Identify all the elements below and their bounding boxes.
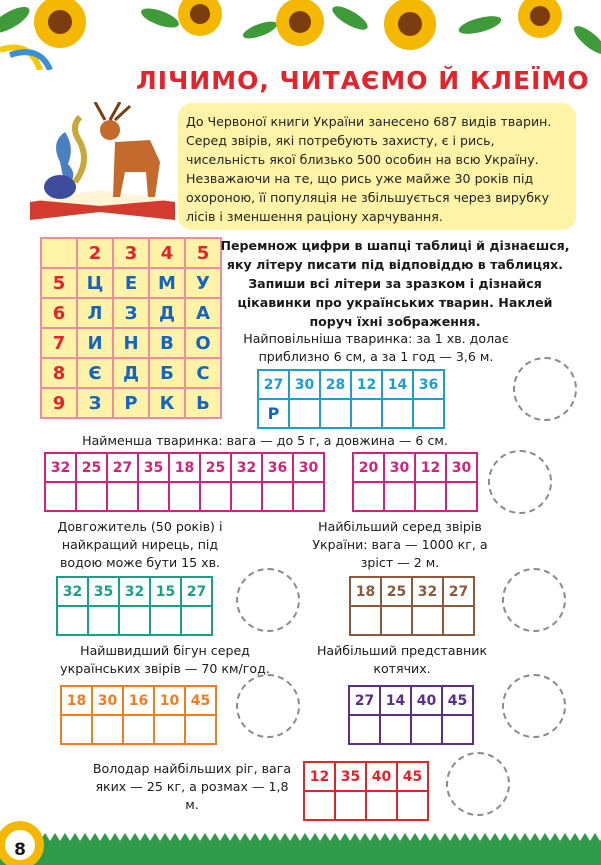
answer-letter-cell[interactable] [231, 482, 262, 511]
answer-number-cell: 35 [335, 762, 366, 791]
answer-letter-row [57, 606, 212, 635]
answer-letter-cell[interactable] [76, 482, 107, 511]
cipher-row [41, 328, 221, 358]
answer-table-smallest-2 [352, 452, 478, 512]
answer-number-cell: 12 [415, 453, 446, 482]
answer-letter-cell[interactable] [57, 606, 88, 635]
cipher-letter: М [149, 268, 185, 298]
sticker-circle[interactable] [446, 752, 510, 816]
answer-letter-cell[interactable] [415, 482, 446, 511]
answer-number-cell: 27 [258, 370, 289, 399]
answer-number-cell: 14 [380, 686, 411, 715]
answer-number-cell: 14 [382, 370, 413, 399]
answer-number-cell: 27 [349, 686, 380, 715]
cipher-header-cell: 2 [77, 238, 113, 268]
answer-letter-cell[interactable] [107, 482, 138, 511]
answer-letter-cell[interactable] [123, 715, 154, 744]
sticker-circle[interactable] [513, 357, 577, 421]
answer-letter-cell[interactable] [200, 482, 231, 511]
cipher-letter: Е [113, 268, 149, 298]
answer-number-cell: 25 [381, 577, 412, 606]
sticker-circle[interactable] [236, 568, 300, 632]
answer-letter-row [349, 715, 473, 744]
cipher-letter: Ь [185, 388, 221, 418]
answer-letter-cell[interactable] [150, 606, 181, 635]
cipher-row [41, 358, 221, 388]
cipher-letter: А [185, 298, 221, 328]
answer-number-cell: 40 [366, 762, 397, 791]
cipher-letter: Ц [77, 268, 113, 298]
answer-number-row [61, 686, 216, 715]
answer-number-cell: 18 [61, 686, 92, 715]
answer-number-cell: 20 [353, 453, 384, 482]
answer-number-cell: 32 [45, 453, 76, 482]
answer-number-cell: 12 [304, 762, 335, 791]
answer-table-biggest [349, 576, 475, 636]
cipher-letter: У [185, 268, 221, 298]
cipher-header-cell: 5 [185, 238, 221, 268]
answer-letter-cell[interactable] [381, 606, 412, 635]
answer-sample-letter[interactable]: Р [258, 399, 289, 428]
sticker-circle[interactable] [488, 450, 552, 514]
answer-table-fastest [60, 685, 217, 745]
answer-letter-cell[interactable] [412, 606, 443, 635]
answer-letter-cell[interactable] [138, 482, 169, 511]
answer-letter-cell[interactable] [446, 482, 477, 511]
answer-number-cell: 35 [138, 453, 169, 482]
answer-number-cell: 45 [442, 686, 473, 715]
task-label-feline: Найбільший представник котячих. [316, 643, 488, 676]
answer-number-cell: 45 [397, 762, 428, 791]
answer-number-cell: 32 [119, 577, 150, 606]
answer-number-cell: 30 [293, 453, 324, 482]
task-label-horns: Володар найбільших ріг, вага яких — 25 кг, а розмах — 1,8 м. [92, 761, 292, 812]
answer-letter-cell[interactable] [88, 606, 119, 635]
cipher-row-number: 6 [41, 298, 77, 328]
task-label-biggest: Найбільший серед звірів України: вага — 1000 кг, а зріст — 2 м. [312, 519, 488, 570]
cipher-row-number: 7 [41, 328, 77, 358]
answer-letter-cell[interactable] [181, 606, 212, 635]
answer-letter-cell[interactable] [411, 715, 442, 744]
answer-letter-cell[interactable] [119, 606, 150, 635]
answer-letter-row [61, 715, 216, 744]
cipher-row-number: 5 [41, 268, 77, 298]
sticker-circle[interactable] [502, 674, 566, 738]
cipher-letter: Л [77, 298, 113, 328]
answer-table-feline [348, 685, 474, 745]
sticker-circle[interactable] [236, 674, 300, 738]
sunflower-decoration-top [0, 0, 601, 70]
answer-number-cell: 15 [150, 577, 181, 606]
answer-number-cell: 30 [384, 453, 415, 482]
answer-number-cell: 36 [413, 370, 444, 399]
answer-number-cell: 32 [57, 577, 88, 606]
answer-letter-cell[interactable] [382, 399, 413, 428]
task-label-longlived: Довгожитель (50 років) і найкращий нирець, під водою може бути 15 хв. [57, 519, 223, 570]
page-number: 8 [14, 840, 26, 860]
answer-number-row [45, 453, 324, 482]
cipher-letter: Б [149, 358, 185, 388]
answer-number-row [349, 686, 473, 715]
cipher-letter: С [185, 358, 221, 388]
answer-letter-row [45, 482, 324, 511]
answer-letter-cell[interactable] [289, 399, 320, 428]
cipher-header-row [41, 238, 221, 268]
answer-table-slowest [257, 369, 445, 429]
answer-number-cell: 35 [88, 577, 119, 606]
answer-number-cell: 10 [154, 686, 185, 715]
answer-number-cell: 30 [289, 370, 320, 399]
answer-number-cell: 12 [351, 370, 382, 399]
cipher-header-cell: 3 [113, 238, 149, 268]
answer-letter-cell[interactable] [380, 715, 411, 744]
cipher-table [40, 237, 222, 419]
cipher-letter: В [149, 328, 185, 358]
cipher-row-number: 8 [41, 358, 77, 388]
answer-letter-row [353, 482, 477, 511]
answer-letter-cell[interactable] [169, 482, 200, 511]
answer-letter-cell[interactable] [320, 399, 351, 428]
cipher-letter: О [185, 328, 221, 358]
answer-number-cell: 27 [443, 577, 474, 606]
answer-number-cell: 32 [231, 453, 262, 482]
cipher-letter: Н [113, 328, 149, 358]
answer-letter-cell[interactable] [384, 482, 415, 511]
answer-number-cell: 30 [92, 686, 123, 715]
answer-number-cell: 30 [446, 453, 477, 482]
cipher-letter: Р [113, 388, 149, 418]
answer-letter-cell[interactable] [45, 482, 76, 511]
answer-letter-cell[interactable] [353, 482, 384, 511]
answer-number-row [304, 762, 428, 791]
answer-letter-cell[interactable] [442, 715, 473, 744]
answer-letter-cell[interactable] [185, 715, 216, 744]
cipher-row [41, 388, 221, 418]
answer-number-cell: 18 [350, 577, 381, 606]
cipher-letter: З [77, 388, 113, 418]
answer-letter-cell[interactable] [61, 715, 92, 744]
answer-letter-cell[interactable] [293, 482, 324, 511]
answer-number-cell: 27 [181, 577, 212, 606]
task-label-slowest: Найповільніша тваринка: за 1 хв. долає приблизно 6 см, а за 1 год — 3,6 м. [243, 331, 509, 364]
answer-number-row [353, 453, 477, 482]
answer-table-longlived [56, 576, 213, 636]
animals-book-illustration [20, 102, 185, 232]
cipher-letter: Д [149, 298, 185, 328]
answer-letter-cell[interactable] [351, 399, 382, 428]
cipher-row-number: 9 [41, 388, 77, 418]
answer-number-cell: 28 [320, 370, 351, 399]
answer-number-row [350, 577, 474, 606]
answer-number-cell: 32 [412, 577, 443, 606]
answer-number-cell: 18 [169, 453, 200, 482]
embroidery-border-bottom [0, 815, 601, 865]
cipher-row [41, 268, 221, 298]
answer-number-cell: 27 [107, 453, 138, 482]
answer-letter-cell[interactable] [349, 715, 380, 744]
answer-letter-cell[interactable] [262, 482, 293, 511]
cipher-corner-cell [41, 238, 77, 268]
answer-table-smallest-1 [44, 452, 325, 512]
task-label-fastest: Найшвидший бігун серед українських звірів — 70 км/год. [60, 643, 270, 676]
answer-number-cell: 25 [76, 453, 107, 482]
answer-letter-row [258, 399, 444, 428]
instructions-text: Перемнож цифри в шапці таблиці й дізнаєшся, яку літеру писати під відповіддю в таблицях. Запиши всі літери за зразком і дізнайся цікавинки про українських тварин. Наклей поруч їхні зображення. [220, 238, 570, 329]
answer-number-cell: 40 [411, 686, 442, 715]
cipher-letter: Д [113, 358, 149, 388]
answer-letter-cell[interactable] [92, 715, 123, 744]
answer-number-row [258, 370, 444, 399]
answer-letter-cell[interactable] [413, 399, 444, 428]
sticker-circle[interactable] [502, 568, 566, 632]
answer-number-cell: 45 [185, 686, 216, 715]
answer-letter-cell[interactable] [154, 715, 185, 744]
cipher-header-cell: 4 [149, 238, 185, 268]
task-label-smallest: Найменша тваринка: вага — до 5 г, а довжина — 6 см. [82, 433, 448, 448]
answer-number-cell: 16 [123, 686, 154, 715]
info-text: До Червоної книги України занесено 687 видів тварин. Серед звірів, які потребують захисту, є і рись, чисельність якої близько 500 особин на всю Україну. Незважаючи на те, що рись уже майже 30 років під охороною, її популяція не збільшується через вирубку лісів і зменшення раціону харчування. [186, 114, 552, 224]
answer-table-horns [303, 761, 429, 821]
answer-letter-cell[interactable] [443, 606, 474, 635]
page-title: ЛІЧИМО, ЧИТАЄМО Й КЛЕЇМО [136, 66, 590, 95]
answer-number-cell: 25 [200, 453, 231, 482]
cipher-row [41, 298, 221, 328]
answer-letter-row [350, 606, 474, 635]
answer-number-row [57, 577, 212, 606]
answer-letter-cell[interactable] [350, 606, 381, 635]
cipher-letter: Є [77, 358, 113, 388]
cipher-letter: З [113, 298, 149, 328]
cipher-letter: К [149, 388, 185, 418]
cipher-letter: И [77, 328, 113, 358]
answer-number-cell: 36 [262, 453, 293, 482]
